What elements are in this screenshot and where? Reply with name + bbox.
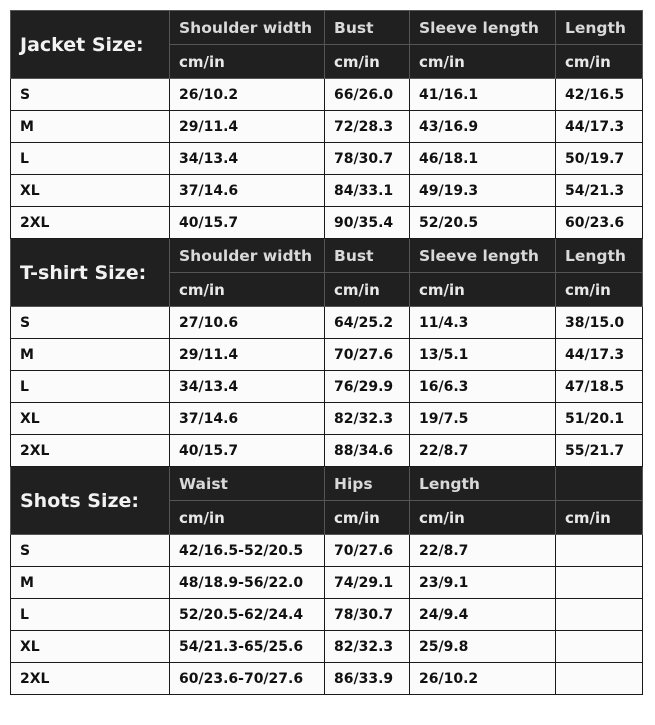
table-row (11, 79, 643, 111)
table-cell: 19/7.5 (410, 403, 556, 435)
table-cell (556, 599, 643, 631)
table-row (11, 143, 643, 175)
column-header: Sleeve length (410, 11, 556, 45)
table-cell (556, 535, 643, 567)
table-cell: 26/10.2 (170, 79, 325, 111)
unit-label: cm/in (556, 273, 643, 307)
table-row (11, 403, 643, 435)
unit-label: cm/in (410, 45, 556, 79)
table-cell: 22/8.7 (410, 435, 556, 467)
table-cell (556, 567, 643, 599)
table-cell: 41/16.1 (410, 79, 556, 111)
table-cell: 66/26.0 (325, 79, 410, 111)
table-cell: 27/10.6 (170, 307, 325, 339)
unit-label: cm/in (410, 273, 556, 307)
table-cell: 76/29.9 (325, 371, 410, 403)
unit-label: cm/in (325, 273, 410, 307)
table-cell: 52/20.5 (410, 207, 556, 239)
table-cell: 60/23.6-70/27.6 (170, 663, 325, 695)
table-cell: 51/20.1 (556, 403, 643, 435)
size-label: 2XL (11, 435, 170, 467)
table-cell: 25/9.8 (410, 631, 556, 663)
table-cell: 24/9.4 (410, 599, 556, 631)
size-label: XL (11, 175, 170, 207)
table-row (11, 663, 643, 695)
table-cell: 40/15.7 (170, 207, 325, 239)
size-label: 2XL (11, 207, 170, 239)
section-title: Shots Size: (11, 467, 170, 535)
size-label: M (11, 339, 170, 371)
table-cell: 88/34.6 (325, 435, 410, 467)
table-row (11, 435, 643, 467)
table-row (11, 567, 643, 599)
table-cell: 54/21.3 (556, 175, 643, 207)
unit-label: cm/in (556, 45, 643, 79)
table-cell: 86/33.9 (325, 663, 410, 695)
size-chart (10, 10, 642, 695)
size-label: XL (11, 631, 170, 663)
table-cell: 13/5.1 (410, 339, 556, 371)
table-cell: 23/9.1 (410, 567, 556, 599)
table-cell: 42/16.5-52/20.5 (170, 535, 325, 567)
table-row (11, 631, 643, 663)
column-header: Waist (170, 467, 325, 501)
size-label: L (11, 371, 170, 403)
table-cell: 37/14.6 (170, 403, 325, 435)
table-cell: 29/11.4 (170, 339, 325, 371)
column-header: Shoulder width (170, 11, 325, 45)
column-header: Hips (325, 467, 410, 501)
size-label: S (11, 307, 170, 339)
table-cell: 22/8.7 (410, 535, 556, 567)
table-cell: 16/6.3 (410, 371, 556, 403)
table-cell: 64/25.2 (325, 307, 410, 339)
size-table (10, 10, 643, 695)
table-cell: 55/21.7 (556, 435, 643, 467)
table-row (11, 175, 643, 207)
jacket-header-row (11, 11, 643, 45)
column-header: Length (556, 239, 643, 273)
table-cell: 78/30.7 (325, 143, 410, 175)
table-cell: 26/10.2 (410, 663, 556, 695)
column-header: Sleeve length (410, 239, 556, 273)
column-header: Length (410, 467, 556, 501)
table-cell: 44/17.3 (556, 339, 643, 371)
table-cell: 74/29.1 (325, 567, 410, 599)
unit-label: cm/in (410, 501, 556, 535)
unit-label: cm/in (170, 45, 325, 79)
column-header (556, 467, 643, 501)
size-label: M (11, 111, 170, 143)
table-cell: 90/35.4 (325, 207, 410, 239)
table-cell: 52/20.5-62/24.4 (170, 599, 325, 631)
unit-label: cm/in (170, 273, 325, 307)
table-cell: 46/18.1 (410, 143, 556, 175)
size-label: 2XL (11, 663, 170, 695)
column-header: Bust (325, 11, 410, 45)
table-cell: 34/13.4 (170, 371, 325, 403)
size-label: M (11, 567, 170, 599)
unit-label: cm/in (170, 501, 325, 535)
table-cell: 50/19.7 (556, 143, 643, 175)
table-cell: 48/18.9-56/22.0 (170, 567, 325, 599)
size-label: S (11, 535, 170, 567)
shots-header-row (11, 467, 643, 501)
unit-label: cm/in (325, 45, 410, 79)
size-label: XL (11, 403, 170, 435)
unit-label: cm/in (325, 501, 410, 535)
table-row (11, 599, 643, 631)
table-cell: 82/32.3 (325, 631, 410, 663)
table-cell: 42/16.5 (556, 79, 643, 111)
size-label: L (11, 599, 170, 631)
section-title: T-shirt Size: (11, 239, 170, 307)
table-cell: 34/13.4 (170, 143, 325, 175)
table-cell: 72/28.3 (325, 111, 410, 143)
table-cell: 78/30.7 (325, 599, 410, 631)
table-cell: 44/17.3 (556, 111, 643, 143)
table-row (11, 207, 643, 239)
table-row (11, 307, 643, 339)
table-row (11, 371, 643, 403)
unit-label: cm/in (556, 501, 643, 535)
column-header: Shoulder width (170, 239, 325, 273)
table-cell: 43/16.9 (410, 111, 556, 143)
table-cell (556, 663, 643, 695)
table-cell: 38/15.0 (556, 307, 643, 339)
section-title: Jacket Size: (11, 11, 170, 79)
column-header: Bust (325, 239, 410, 273)
table-row (11, 535, 643, 567)
table-cell (556, 631, 643, 663)
table-cell: 11/4.3 (410, 307, 556, 339)
table-cell: 82/32.3 (325, 403, 410, 435)
table-cell: 54/21.3-65/25.6 (170, 631, 325, 663)
tshirt-header-row (11, 239, 643, 273)
size-label: S (11, 79, 170, 111)
table-cell: 29/11.4 (170, 111, 325, 143)
size-label: L (11, 143, 170, 175)
column-header: Length (556, 11, 643, 45)
table-row (11, 111, 643, 143)
table-cell: 40/15.7 (170, 435, 325, 467)
table-cell: 60/23.6 (556, 207, 643, 239)
table-cell: 49/19.3 (410, 175, 556, 207)
table-cell: 70/27.6 (325, 535, 410, 567)
table-row (11, 339, 643, 371)
table-cell: 70/27.6 (325, 339, 410, 371)
table-cell: 37/14.6 (170, 175, 325, 207)
table-cell: 84/33.1 (325, 175, 410, 207)
table-cell: 47/18.5 (556, 371, 643, 403)
